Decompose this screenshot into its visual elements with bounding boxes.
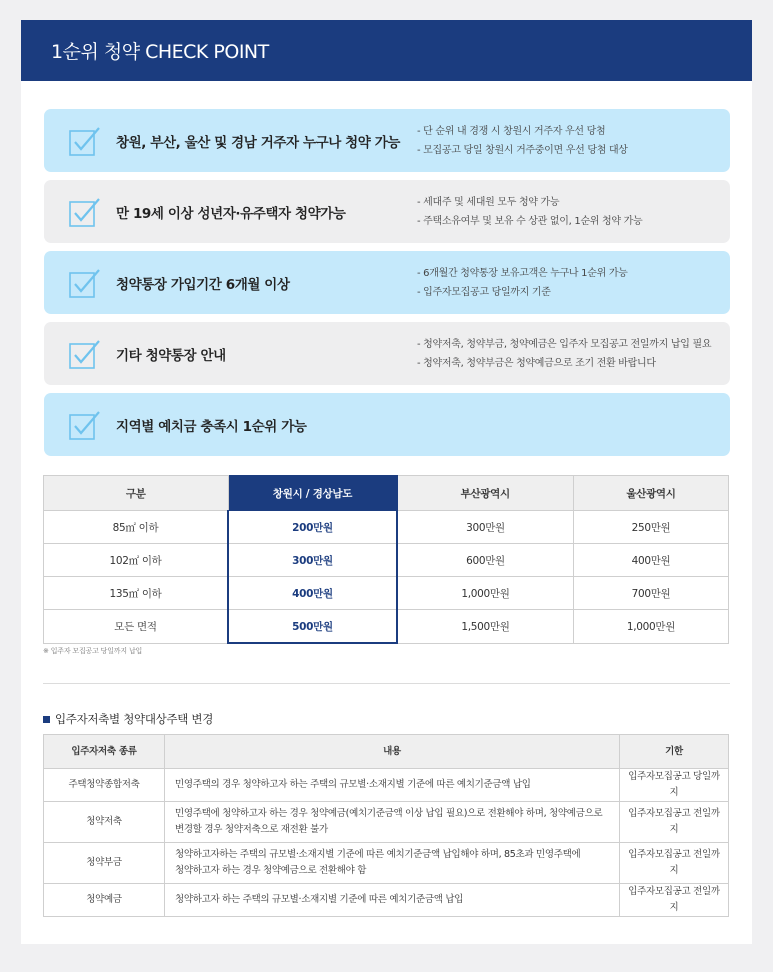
- page-header: [21, 20, 752, 81]
- column-header: 입주자저축 종류: [44, 735, 165, 769]
- checkbox-check-icon: [69, 126, 101, 156]
- content-line: 민영주택의 경우 청약하고자 하는 주택의 규모별·소재지별 기준에 따른 예치기준금액 납입: [175, 779, 531, 790]
- deposit-table: [43, 475, 729, 644]
- table-cell: 102㎡ 이하: [44, 544, 229, 577]
- table-cell: 400만원: [574, 544, 729, 577]
- checkpoint-card: [21, 20, 752, 944]
- content-line: 민영주택에 청약하고자 하는 경우 청약예금(예치기준금액 이상 납입 필요)으로 전환해야 하며, 청약예금으로: [175, 808, 603, 819]
- content-line: 변경할 경우 청약저축으로 재전환 불가: [175, 824, 328, 835]
- square-bullet-icon: [43, 716, 50, 723]
- content-line: 청약하고자하는 주택의 규모별·소재지별 기준에 따른 예치기준금액 납입해야 하며, 85초과 민영주택에: [175, 849, 581, 860]
- table-cell: 135㎡ 이하: [44, 577, 229, 610]
- table-row: [44, 544, 729, 577]
- table-row: [44, 577, 729, 610]
- savings-deadline: 입주자모집공고 전일까지: [620, 884, 729, 917]
- table-cell-highlight: 300만원: [228, 544, 397, 577]
- checkpoint-title: 기타 청약통장 안내: [116, 347, 226, 364]
- section-heading-text: 입주자저축별 청약대상주택 변경: [55, 712, 214, 726]
- checkbox-check-icon: [69, 339, 101, 369]
- table-cell: 85㎡ 이하: [44, 511, 229, 544]
- table-row: [44, 610, 729, 644]
- checkpoint-item: [44, 251, 730, 314]
- checkpoint-notes: [417, 335, 711, 373]
- checkpoint-item: [44, 393, 730, 456]
- content-line: 청약하고자 하는 주택의 규모별·소재지별 기준에 따른 예치기준금액 납입: [175, 894, 464, 905]
- content-line: 청약하고자 하는 경우 청약예금으로 전환해야 함: [175, 865, 367, 876]
- table-cell-highlight: 200만원: [228, 511, 397, 544]
- column-header: 내용: [165, 735, 620, 769]
- section-divider: [43, 683, 730, 684]
- checkpoint-notes: [417, 122, 628, 160]
- table-row: [44, 769, 729, 802]
- table-header-row: [44, 735, 729, 769]
- table-row: [44, 884, 729, 917]
- table-cell: 1,500만원: [397, 610, 574, 644]
- checkpoint-item: [44, 180, 730, 243]
- table-cell-highlight: 400만원: [228, 577, 397, 610]
- savings-table: [43, 734, 729, 917]
- checkpoint-note: - 주택소유여부 및 보유 수 상관 없이, 1순위 청약 가능: [417, 215, 643, 227]
- savings-type: 청약예금: [44, 884, 165, 917]
- savings-deadline: 입주자모집공고 당일까지: [620, 769, 729, 802]
- section-heading: [43, 711, 213, 727]
- checkpoint-title: 만 19세 이상 성년자·유주택자 청약가능: [116, 205, 346, 222]
- checkpoint-notes: [417, 264, 628, 302]
- checkpoint-item: [44, 109, 730, 172]
- checkpoint-title: 창원, 부산, 울산 및 경남 거주자 누구나 청약 가능: [116, 134, 401, 151]
- checkpoint-note: - 세대주 및 세대원 모두 청약 가능: [417, 196, 560, 208]
- table-cell: 700만원: [574, 577, 729, 610]
- savings-type: 청약저축: [44, 802, 165, 843]
- table-cell-highlight: 500만원: [228, 610, 397, 644]
- checkbox-check-icon: [69, 197, 101, 227]
- table-cell: 300만원: [397, 511, 574, 544]
- savings-content: [165, 884, 620, 917]
- checkpoint-note: - 6개월간 청약통장 보유고객은 누구나 1순위 가능: [417, 267, 628, 279]
- savings-content: [165, 769, 620, 802]
- table-cell: 250만원: [574, 511, 729, 544]
- column-header: 부산광역시: [397, 476, 574, 511]
- savings-content: [165, 802, 620, 843]
- savings-content: [165, 843, 620, 884]
- savings-deadline: 입주자모집공고 전일까지: [620, 843, 729, 884]
- checkpoint-note: - 모집공고 당일 창원시 거주중이면 우선 당첨 대상: [417, 144, 628, 156]
- checkbox-check-icon: [69, 410, 101, 440]
- table-row: [44, 843, 729, 884]
- checkpoint-note: - 청약저축, 청약부금, 청약예금은 입주자 모집공고 전일까지 납입 필요: [417, 338, 712, 350]
- column-header: 구분: [44, 476, 229, 511]
- checkpoint-item: [44, 322, 730, 385]
- savings-type: 청약부금: [44, 843, 165, 884]
- table-row: [44, 802, 729, 843]
- checkpoint-note: - 단 순위 내 경쟁 시 창원시 거주자 우선 당첨: [417, 125, 606, 137]
- table-cell: 모든 면적: [44, 610, 229, 644]
- savings-deadline: 입주자모집공고 전일까지: [620, 802, 729, 843]
- savings-type: 주택청약종합저축: [44, 769, 165, 802]
- checkpoint-notes: [417, 193, 642, 231]
- checkbox-check-icon: [69, 268, 101, 298]
- column-header-highlight: 창원시 / 경상남도: [228, 476, 397, 511]
- table-footnote: ※ 입주자 모집공고 당일까지 납입: [43, 647, 143, 655]
- checkpoint-title: 청약통장 가입기간 6개월 이상: [116, 276, 290, 293]
- column-header: 기한: [620, 735, 729, 769]
- checkpoint-note: - 청약저축, 청약부금은 청약예금으로 조기 전환 바랍니다: [417, 357, 656, 369]
- table-cell: 1,000만원: [397, 577, 574, 610]
- column-header: 울산광역시: [574, 476, 729, 511]
- checkpoint-title: 지역별 예치금 충족시 1순위 가능: [116, 418, 307, 435]
- table-header-row: [44, 476, 729, 511]
- checkpoint-note: - 입주자모집공고 당일까지 기준: [417, 286, 551, 298]
- page-title: 1순위 청약 CHECK POINT: [51, 41, 269, 63]
- table-row: [44, 511, 729, 544]
- table-cell: 600만원: [397, 544, 574, 577]
- checkpoint-list: [44, 109, 730, 464]
- table-cell: 1,000만원: [574, 610, 729, 644]
